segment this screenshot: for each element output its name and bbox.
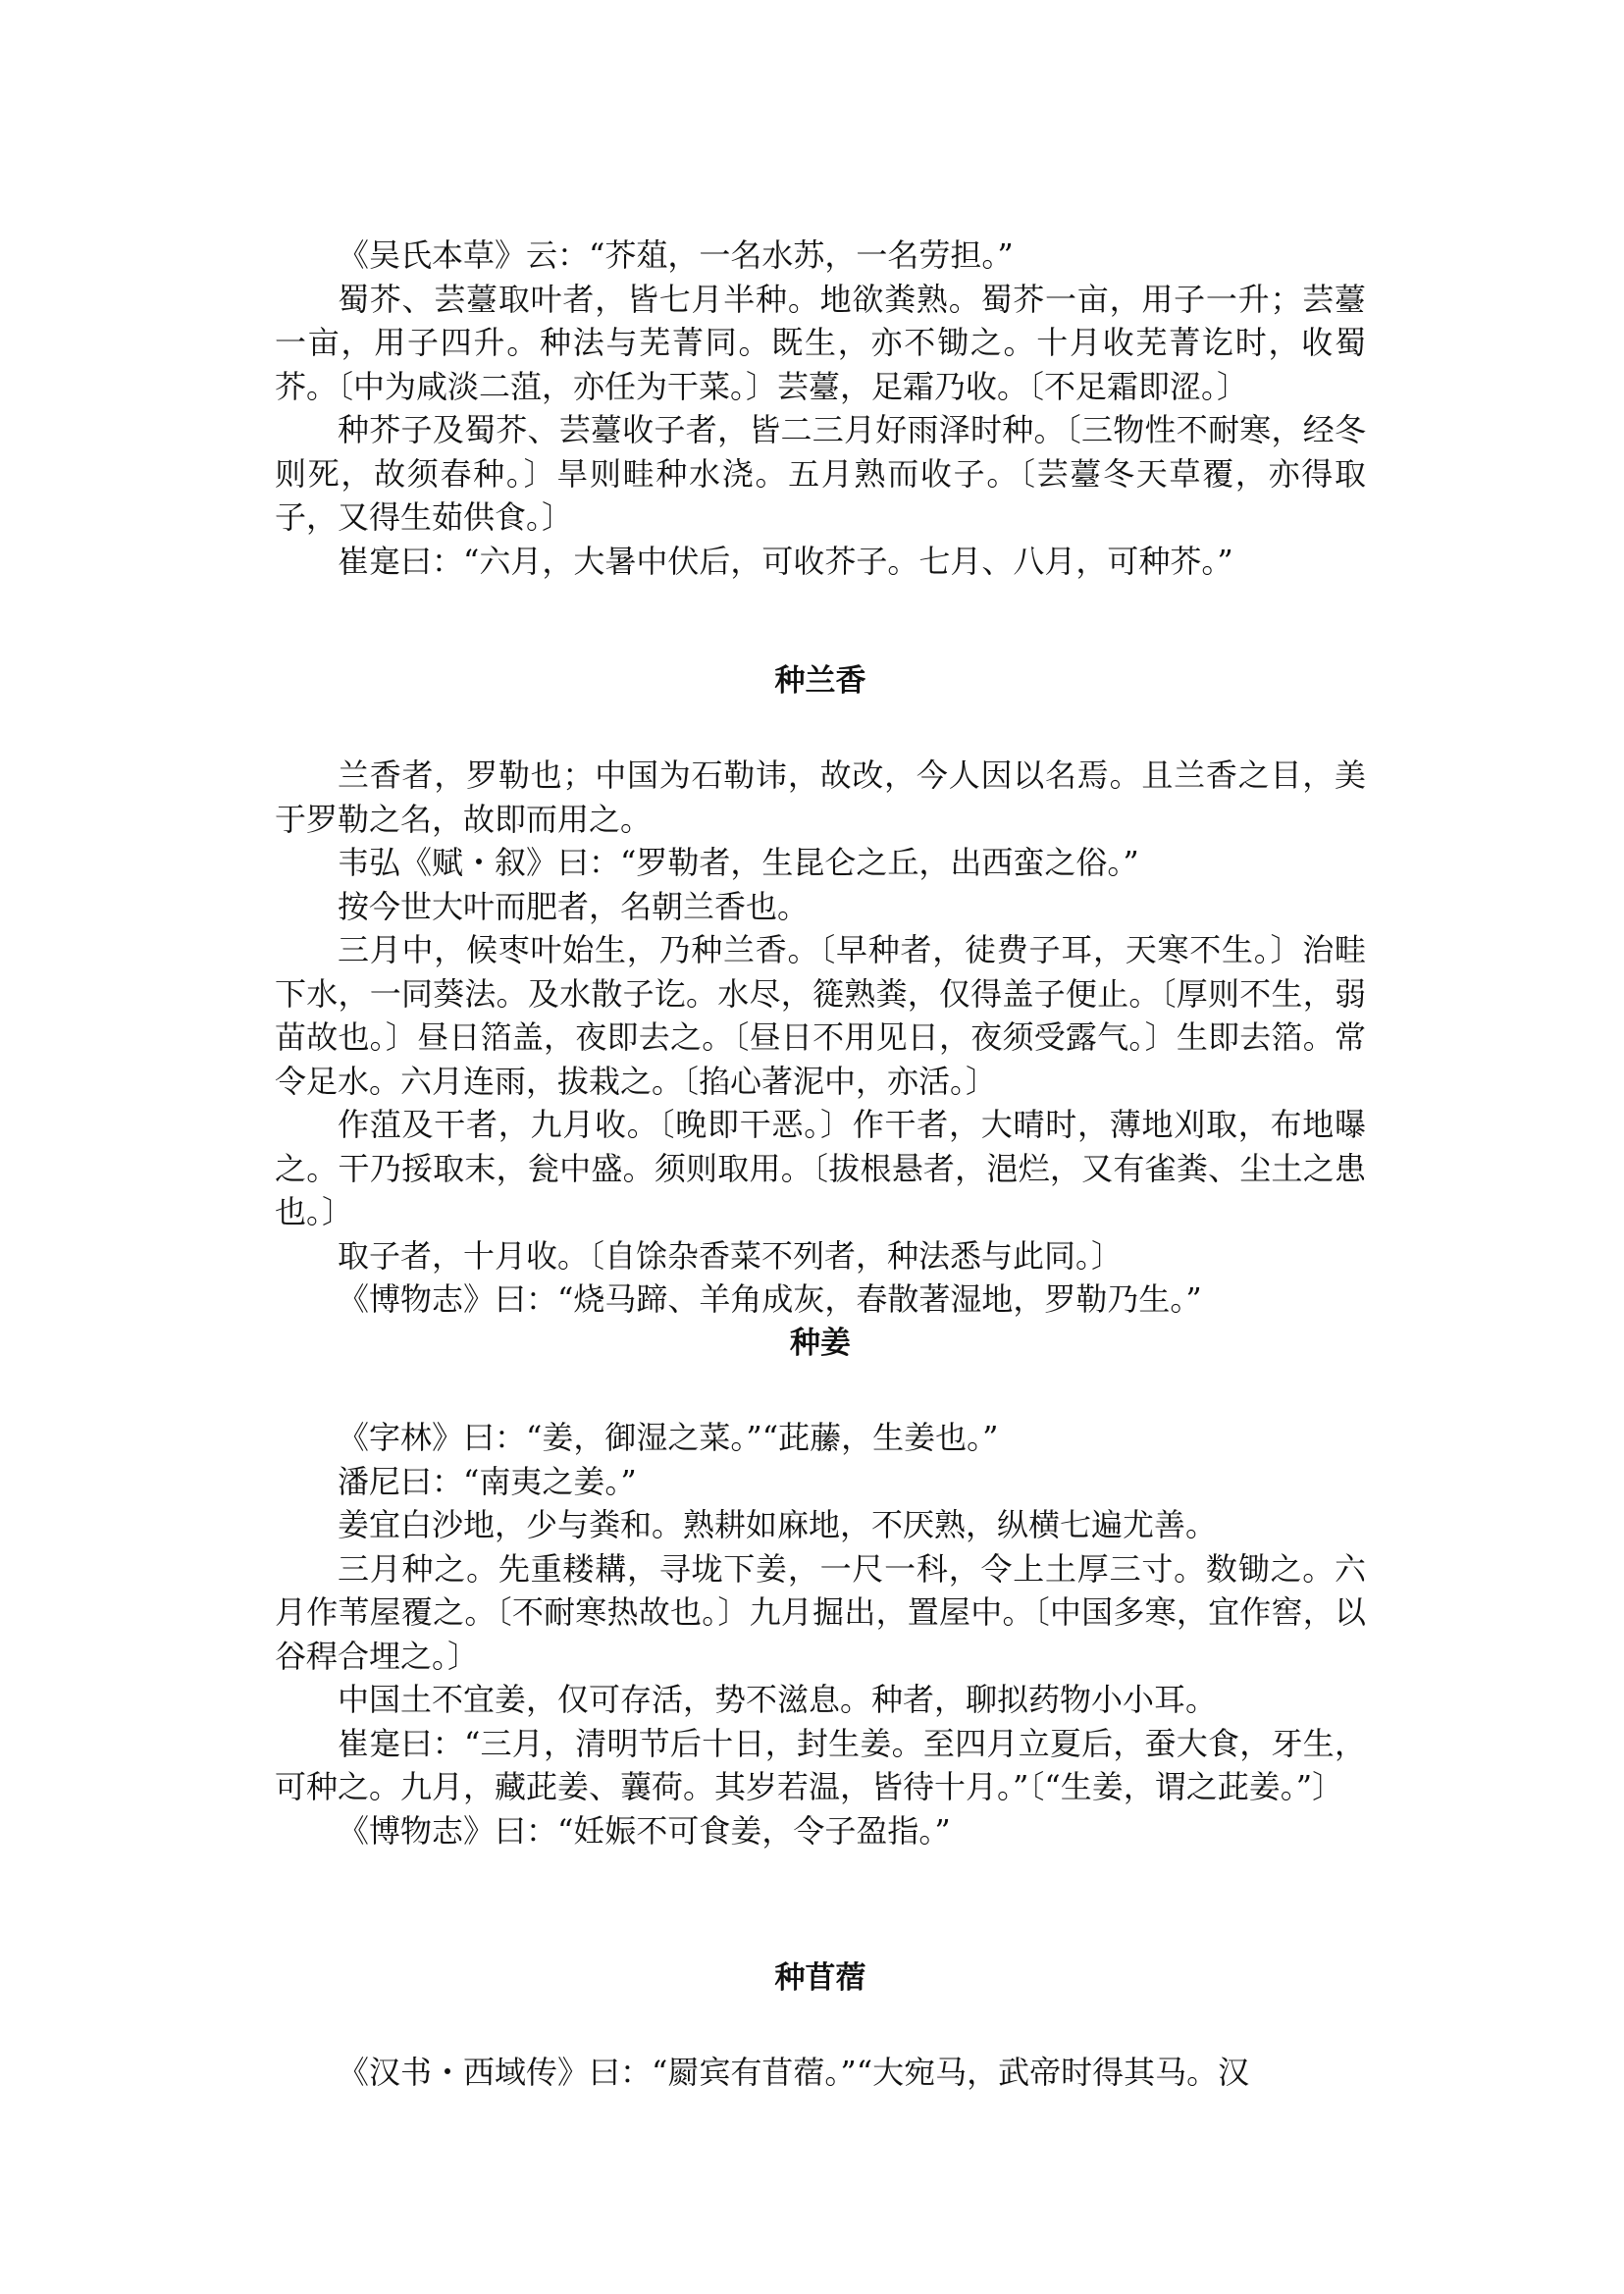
paragraph: 《汉书・西域传》曰：“罽宾有苜蓿。”“大宛马，武帝时得其马。汉 bbox=[338, 2054, 1250, 2091]
paragraph: 《博物志》曰：“妊娠不可食姜，令子盈指。” bbox=[338, 1811, 951, 1850]
paragraph: 《吴氏本草》云：“芥葅，一名水苏，一名劳担。” bbox=[338, 236, 1014, 274]
paragraph: 三月种之。先重耧耩，寻垅下姜，一尺一科，令上土厚三寸。数锄之。六月作苇屋覆之。〔不耐寒热故也。〕九月掘出，置屋中。〔中国多寒，宜作窖，以谷稈合埋之。〕 bbox=[275, 1549, 1366, 1675]
paragraph: 崔寔曰：“三月，清明节后十日，封生姜。至四月立夏后，蚕大食，牙生，可种之。九月，藏茈姜、蘘荷。其岁若温，皆待十月。”〔“生姜，谓之茈姜。”〕 bbox=[275, 1724, 1366, 1805]
section-alfalfa bbox=[275, 1958, 1366, 2095]
section-title: 种姜 bbox=[790, 1326, 851, 1361]
paragraph: 《博物志》曰：“烧马蹄、羊角成灰，春散著湿地，罗勒乃生。” bbox=[338, 1280, 1202, 1318]
paragraph: 崔寔曰：“六月，大暑中伏后，可收芥子。七月、八月，可种芥。” bbox=[338, 542, 1233, 580]
paragraph: 蜀芥、芸薹取叶者，皆七月半种。地欲粪熟。蜀芥一亩，用子一升；芸薹一亩，用子四升。种法与芜菁同。既生，亦不锄之。十月收芜菁讫时，收蜀芥。〔中为咸淡二菹，亦任为干菜。〕芸薹，足霜乃收。〔不足霜即涩。〕 bbox=[275, 280, 1366, 405]
paragraph: 作菹及干者，九月收。〔晚即干恶。〕作干者，大晴时，薄地刈取，布地曝之。干乃挼取末，瓮中盛。须则取用。〔拔根悬者，浥烂，又有雀粪、尘土之患也。〕 bbox=[275, 1106, 1366, 1230]
paragraph: 《字林》曰：“姜，御湿之菜。”“茈䕨，生姜也。” bbox=[338, 1419, 999, 1456]
paragraph: 韦弘《赋・叙》曰：“罗勒者，生昆仑之丘，出西蛮之俗。” bbox=[338, 844, 1139, 881]
paragraph: 潘尼曰：“南夷之姜。” bbox=[338, 1462, 637, 1500]
section-title: 种苜蓿 bbox=[774, 1960, 866, 1996]
paragraph: 取子者，十月收。〔自馀杂香菜不列者，种法悉与此同。〕 bbox=[338, 1236, 1124, 1275]
section-mustard bbox=[275, 234, 1366, 583]
paragraph: 种芥子及蜀芥、芸薹收子者，皆二三月好雨泽时种。〔三物性不耐寒，经冬则死，故须春种。〕旱则畦种水浇。五月熟而收子。〔芸薹冬天草覆，亦得取子，又得生茹供食。〕 bbox=[275, 411, 1366, 536]
section-title: 种兰香 bbox=[774, 663, 866, 699]
section-ginger bbox=[275, 1324, 1366, 1852]
paragraph: 姜宜白沙地，少与粪和。熟耕如麻地，不厌熟，纵横七遍尤善。 bbox=[338, 1506, 1218, 1543]
section-basil bbox=[275, 661, 1366, 1322]
paragraph: 中国土不宜姜，仅可存活，势不滋息。种者，聊拟药物小小耳。 bbox=[338, 1681, 1218, 1718]
paragraph: 按今世大叶而肥者，名朝兰香也。 bbox=[338, 887, 810, 925]
paragraph: 三月中，候枣叶始生，乃种兰香。〔早种者，徒费子耳，天寒不生。〕治畦下水，一同葵法。及水散子讫。水尽，簁熟粪，仅得盖子便止。〔厚则不生，弱苗故也。〕昼日箔盖，夜即去之。〔昼日不用见日，夜须受露气。〕生即去箔。常令足水。六月连雨，拔栽之。〔掐心著泥中，亦活。〕 bbox=[275, 931, 1366, 1100]
paragraph: 兰香者，罗勒也；中国为石勒讳，故改，今人因以名焉。且兰香之目，美于罗勒之名，故即而用之。 bbox=[275, 756, 1366, 838]
